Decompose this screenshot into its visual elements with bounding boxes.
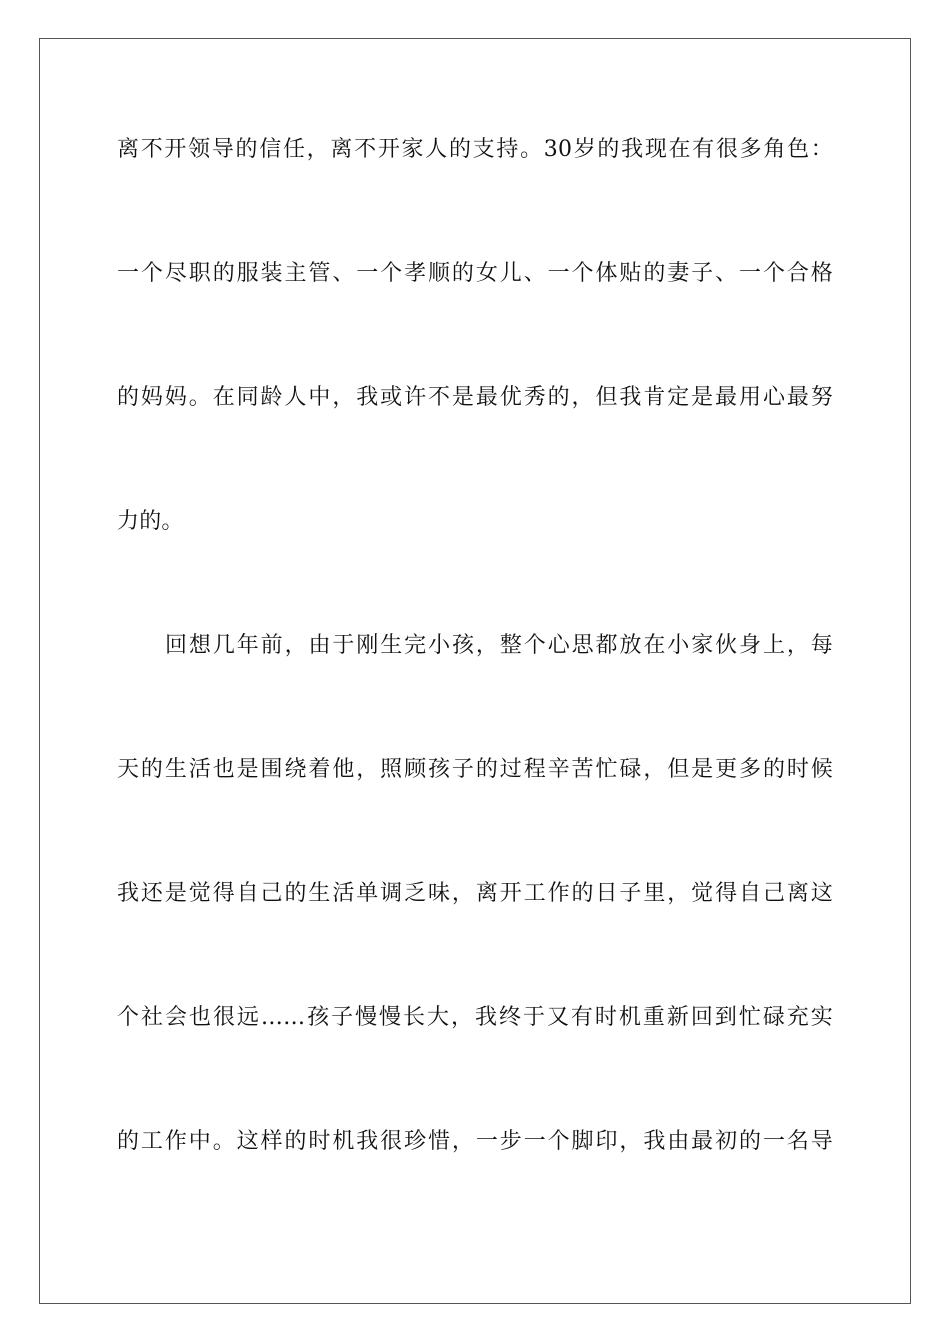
page-border [39, 38, 911, 1304]
text-line-3: 的妈妈。在同龄人中，我或许不是最优秀的，但我肯定是最用心最努 [117, 385, 833, 410]
text-line-8: 个社会也很远……孩子慢慢长大，我终于又有时机重新回到忙碌充实 [117, 1005, 833, 1030]
text-line-9: 的工作中。这样的时机我很珍惜，一步一个脚印，我由最初的一名导 [117, 1129, 833, 1154]
text-line-6: 天的生活也是围绕着他，照顾孩子的过程辛苦忙碌，但是更多的时候 [117, 757, 833, 782]
text-line-1: 离不开领导的信任，离不开家人的支持。30岁的我现在有很多角色： [117, 137, 833, 162]
text-line-7: 我还是觉得自己的生活单调乏味，离开工作的日子里，觉得自己离这 [117, 881, 833, 906]
text-line-4: 力的。 [117, 509, 184, 534]
text-line-2: 一个尽职的服装主管、一个孝顺的女儿、一个体贴的妻子、一个合格 [117, 261, 833, 286]
text-line-5: 回想几年前，由于刚生完小孩，整个心思都放在小家伙身上，每 [165, 633, 833, 658]
